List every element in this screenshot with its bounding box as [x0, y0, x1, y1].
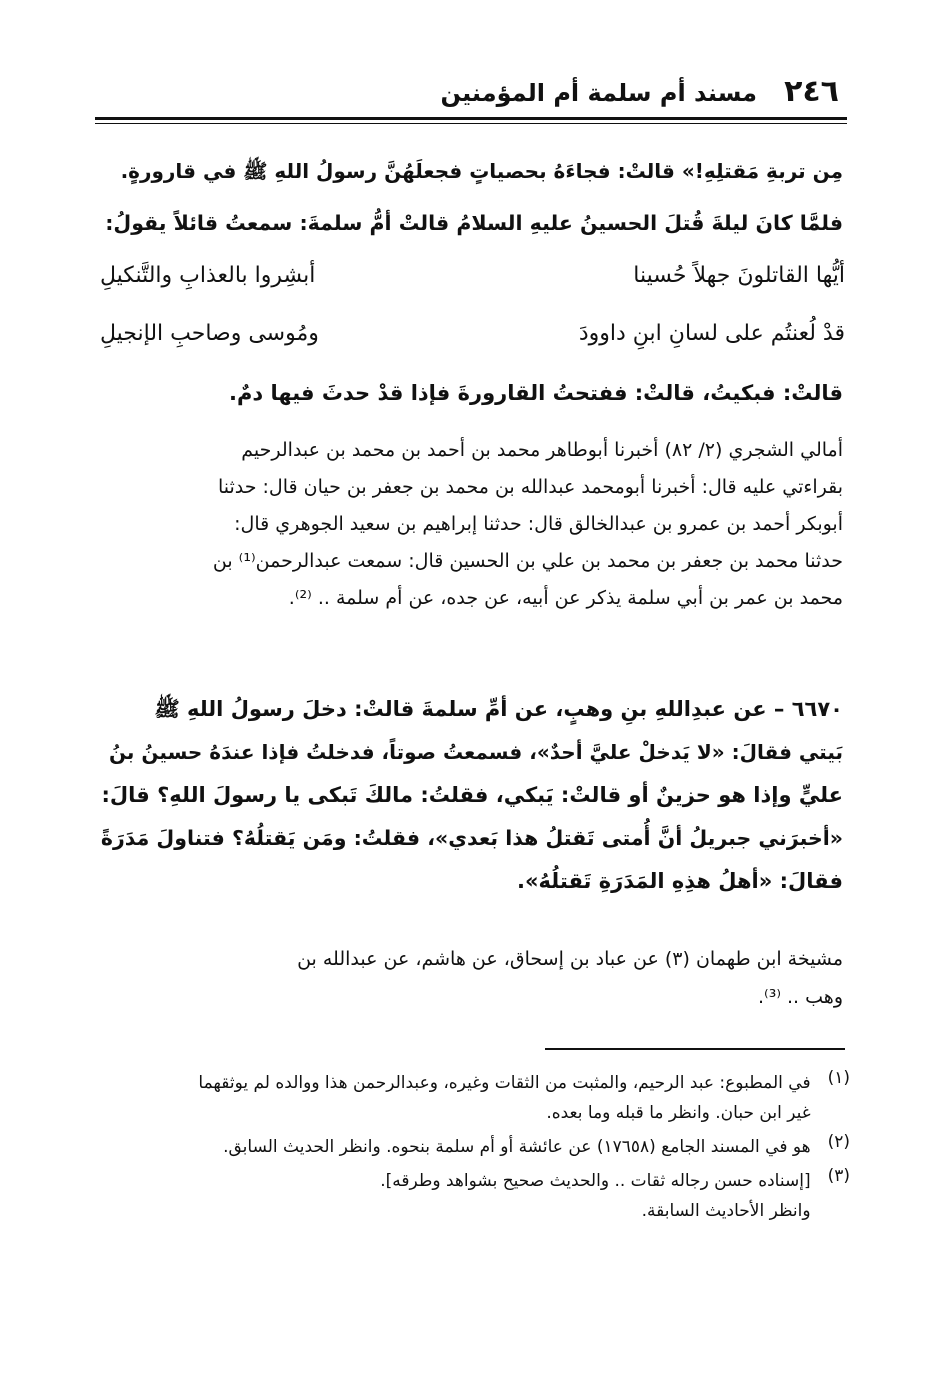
text-line: بقراءتي عليه قال: أخبرنا أبومحمد عبدالله بن محمد بن جعفر بن حيان قال: حدثنا — [217, 476, 843, 498]
footnote-text — [111, 1068, 811, 1128]
footnote-number: (٢) — [827, 1132, 850, 1152]
poem-hemistich-first: أيُّها القاتلونَ جهلاً حُسينا — [633, 263, 845, 288]
text-line: وهب .. ⁽³⁾. — [757, 986, 843, 1008]
text-line: مِن تربةِ مَقتلِهِ!» قالتْ: فجاءَهُ بحصياتٍ فجعلَهُنَّ رسولُ اللهِ ﷺ في قارورةٍ. — [120, 159, 843, 183]
hadith-text — [105, 145, 843, 249]
poem-hemistich-first: قدْ لُعنتُم على لسانِ ابنِ داوودَ — [578, 321, 845, 346]
footnote-separator — [545, 1048, 845, 1050]
footnotes — [110, 1068, 850, 1230]
poem-hemistich-second: ومُوسى وصاحبِ الإنجيلِ — [100, 321, 319, 346]
text-line: حدثنا محمد بن جعفر بن محمد بن علي بن الحسين قال: سمعت عبدالرحمن⁽¹⁾ بن — [212, 550, 843, 572]
header-rule-thick — [95, 117, 847, 120]
footnote — [110, 1132, 850, 1162]
text-line: وانظر الأحاديث السابقة. — [641, 1201, 811, 1221]
hadith-text-end — [105, 373, 843, 413]
text-line: في المطبوع: عبد الرحيم، والمثبت من الثقات وغيره، وعبدالرحمن هذا ووالده لم يوثقهما — [198, 1073, 811, 1093]
footnote — [110, 1068, 850, 1128]
text-line: غير ابن حبان. وانظر ما قبله وما بعده. — [546, 1103, 811, 1123]
text-line: بَيتي فقالَ: «لا يَدخلْ عليَّ أحدٌ»، فسمعتُ صوتاً، فدخلتُ فإذا عندَهُ حسينُ بنُ — [108, 740, 843, 764]
running-title: مسند أم سلمة أم المؤمنين — [440, 79, 757, 107]
text-line: فلمَّا كانَ ليلةَ قُتلَ الحسينُ عليهِ السلامُ قالتْ أمُّ سلمةَ: سمعتُ قائلاً يقولُ: — [105, 211, 843, 235]
text-line: «أخبرَني جبريلُ أنَّ أُمتى تَقتلُ هذا بَعدي»، فقلتُ: ومَن يَقتلُهُ؟ فتناولَ مَدَرَةً — [100, 826, 843, 850]
poem — [100, 247, 845, 363]
footnote — [110, 1166, 850, 1226]
hadith-text — [98, 688, 843, 903]
poem-verse — [100, 305, 845, 363]
text-line: ٦٦٧٠ – عن عبدِاللهِ بنِ وهبٍ، عن أمِّ سلمةَ قالتْ: دخلَ رسولُ اللهِ ﷺ — [154, 697, 843, 721]
page-number: ٢٤٦ — [784, 74, 839, 109]
text-line: فقالَ: «أهلُ هذِهِ المَدَرَةِ تَقتلُهُ». — [517, 869, 843, 893]
page-header — [95, 74, 847, 118]
text-line: أبوبكر أحمد بن عمرو بن عبدالخالق قال: حدثنا إبراهيم بن سعيد الجوهري قال: — [234, 513, 843, 535]
isnad-paragraph — [98, 432, 843, 617]
isnad-paragraph — [98, 940, 843, 1016]
text-line: هو في المسند الجامع (١٧٦٥٨) عن عائشة أو أم سلمة بنحوه. وانظر الحديث السابق. — [223, 1137, 811, 1157]
text-line: أمالي الشجري (٢/ ٨٢) أخبرنا أبوطاهر محمد بن أحمد بن محمد بن عبدالرحيم — [241, 439, 843, 461]
footnote-text — [111, 1132, 811, 1162]
text-line: [إسناده حسن رجاله ثقات .. والحديث صحيح بشواهد وطرقه]. — [380, 1171, 811, 1191]
text-line: محمد بن عمر بن أبي سلمة يذكر عن أبيه، عن جده، عن أم سلمة .. ⁽²⁾. — [288, 587, 843, 609]
footnote-number: (١) — [827, 1068, 850, 1088]
text-line: عليٍّ وإذا هو حزينٌ أو قالتْ: يَبكي، فقلتُ: مالكَ تَبكى يا رسولَ اللهِ؟ قالَ: — [101, 783, 843, 807]
text-line: مشيخة ابن طهمان (٣) عن عباد بن إسحاق، عن هاشم، عن عبدالله بن — [297, 948, 843, 970]
text-line: قالتْ: فبكيتُ، قالتْ: ففتحتُ القارورةَ فإذا قدْ حدثَ فيها دمٌ. — [228, 381, 843, 405]
header-rule-thin — [95, 123, 847, 124]
footnote-text — [111, 1166, 811, 1226]
poem-verse — [100, 247, 845, 305]
footnote-number: (٣) — [827, 1166, 850, 1186]
poem-hemistich-second: أبشِروا بالعذابِ والتَّنكيلِ — [100, 263, 316, 288]
